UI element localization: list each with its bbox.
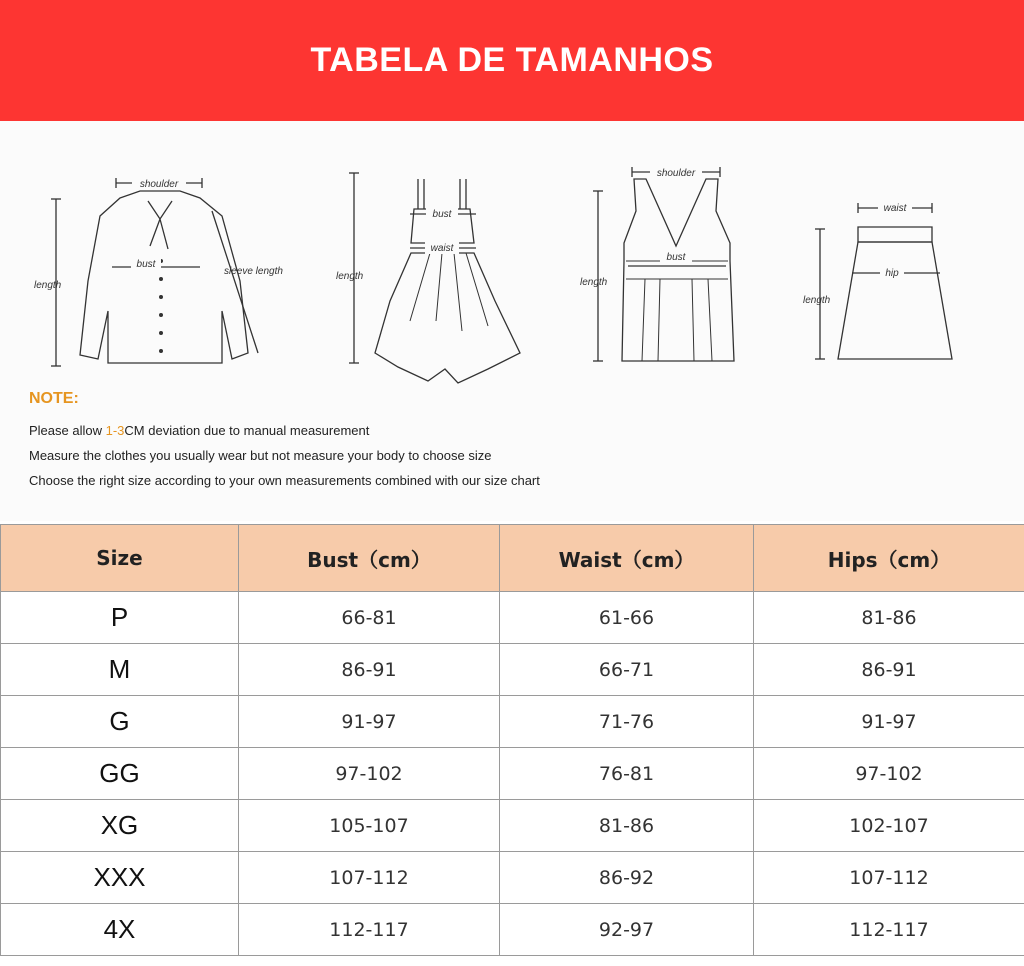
size-cell: G bbox=[1, 696, 239, 748]
dress-straps bbox=[418, 179, 466, 209]
tank-shoulder-label: shoulder bbox=[656, 168, 696, 179]
note-line-3: Choose the right size according to your own measurements combined with our size chart bbox=[29, 473, 540, 488]
tank-diagram bbox=[580, 167, 734, 361]
table-row bbox=[1, 852, 1024, 904]
hips-cell: 97-102 bbox=[754, 748, 1024, 800]
note-line-1 bbox=[29, 423, 369, 438]
waist-cell: 92-97 bbox=[500, 904, 754, 956]
blouse-outline bbox=[80, 191, 248, 363]
dress-skirt bbox=[375, 253, 520, 383]
table-row bbox=[1, 904, 1024, 956]
bust-cell: 112-117 bbox=[239, 904, 500, 956]
header-waist: Waist（cm） bbox=[500, 525, 754, 592]
bust-cell: 86-91 bbox=[239, 644, 500, 696]
bust-cell: 105-107 bbox=[239, 800, 500, 852]
table-row bbox=[1, 592, 1024, 644]
size-cell: GG bbox=[1, 748, 239, 800]
skirt-waistband bbox=[858, 227, 932, 242]
bust-cell: 66-81 bbox=[239, 592, 500, 644]
dress-diagram bbox=[336, 173, 520, 383]
blouse-shoulder-label: shoulder bbox=[139, 179, 179, 190]
waist-cell: 81-86 bbox=[500, 800, 754, 852]
note-line-2: Measure the clothes you usually wear but not measure your body to choose size bbox=[29, 448, 492, 463]
size-cell: P bbox=[1, 592, 239, 644]
hips-cell: 112-117 bbox=[754, 904, 1024, 956]
bust-cell: 91-97 bbox=[239, 696, 500, 748]
hips-cell: 86-91 bbox=[754, 644, 1024, 696]
tank-bust-label: bust bbox=[666, 252, 686, 263]
hips-cell: 91-97 bbox=[754, 696, 1024, 748]
note-line-1-pre: Please allow bbox=[29, 423, 106, 438]
size-chart-table bbox=[0, 524, 1024, 956]
header-bust: Bust（cm） bbox=[239, 525, 500, 592]
hips-cell: 102-107 bbox=[754, 800, 1024, 852]
size-cell: 4X bbox=[1, 904, 239, 956]
waist-cell: 61-66 bbox=[500, 592, 754, 644]
waist-cell: 86-92 bbox=[500, 852, 754, 904]
page-title: TABELA DE TAMANHOS bbox=[310, 41, 714, 79]
blouse-bust-label: bust bbox=[136, 259, 156, 270]
blouse-sleeve-label: sleeve length bbox=[224, 266, 283, 277]
skirt-length-label: length bbox=[803, 295, 831, 306]
blouse-buttons bbox=[159, 259, 163, 353]
bust-cell: 107-112 bbox=[239, 852, 500, 904]
size-cell: XG bbox=[1, 800, 239, 852]
dress-length-label: length bbox=[336, 271, 364, 282]
blouse-diagram bbox=[34, 177, 283, 366]
skirt-waist-label: waist bbox=[883, 203, 907, 214]
dress-bust-label: bust bbox=[432, 209, 452, 220]
bust-cell: 97-102 bbox=[239, 748, 500, 800]
table-header-row bbox=[1, 525, 1024, 592]
note-title: NOTE: bbox=[29, 390, 79, 407]
title-banner bbox=[0, 0, 1024, 121]
dress-waist-label: waist bbox=[430, 243, 454, 254]
size-cell: M bbox=[1, 644, 239, 696]
blouse-length-label: length bbox=[34, 280, 62, 291]
table-row bbox=[1, 696, 1024, 748]
header-hips: Hips（cm） bbox=[754, 525, 1024, 592]
hips-cell: 107-112 bbox=[754, 852, 1024, 904]
table-row bbox=[1, 644, 1024, 696]
deviation-highlight: 1-3 bbox=[105, 423, 125, 438]
blouse-bow-icon bbox=[148, 201, 172, 249]
hips-cell: 81-86 bbox=[754, 592, 1024, 644]
waist-cell: 66-71 bbox=[500, 644, 754, 696]
skirt-body bbox=[838, 242, 952, 359]
header-size: Size bbox=[1, 525, 239, 592]
waist-cell: 71-76 bbox=[500, 696, 754, 748]
tank-length-label: length bbox=[580, 277, 608, 288]
tank-outline bbox=[622, 179, 734, 361]
skirt-diagram bbox=[803, 202, 952, 359]
size-cell: XXX bbox=[1, 852, 239, 904]
waist-cell: 76-81 bbox=[500, 748, 754, 800]
note-line-1-post: CM deviation due to manual measurement bbox=[124, 423, 370, 438]
table-row bbox=[1, 800, 1024, 852]
skirt-hip-label: hip bbox=[885, 268, 899, 279]
table-row bbox=[1, 748, 1024, 800]
